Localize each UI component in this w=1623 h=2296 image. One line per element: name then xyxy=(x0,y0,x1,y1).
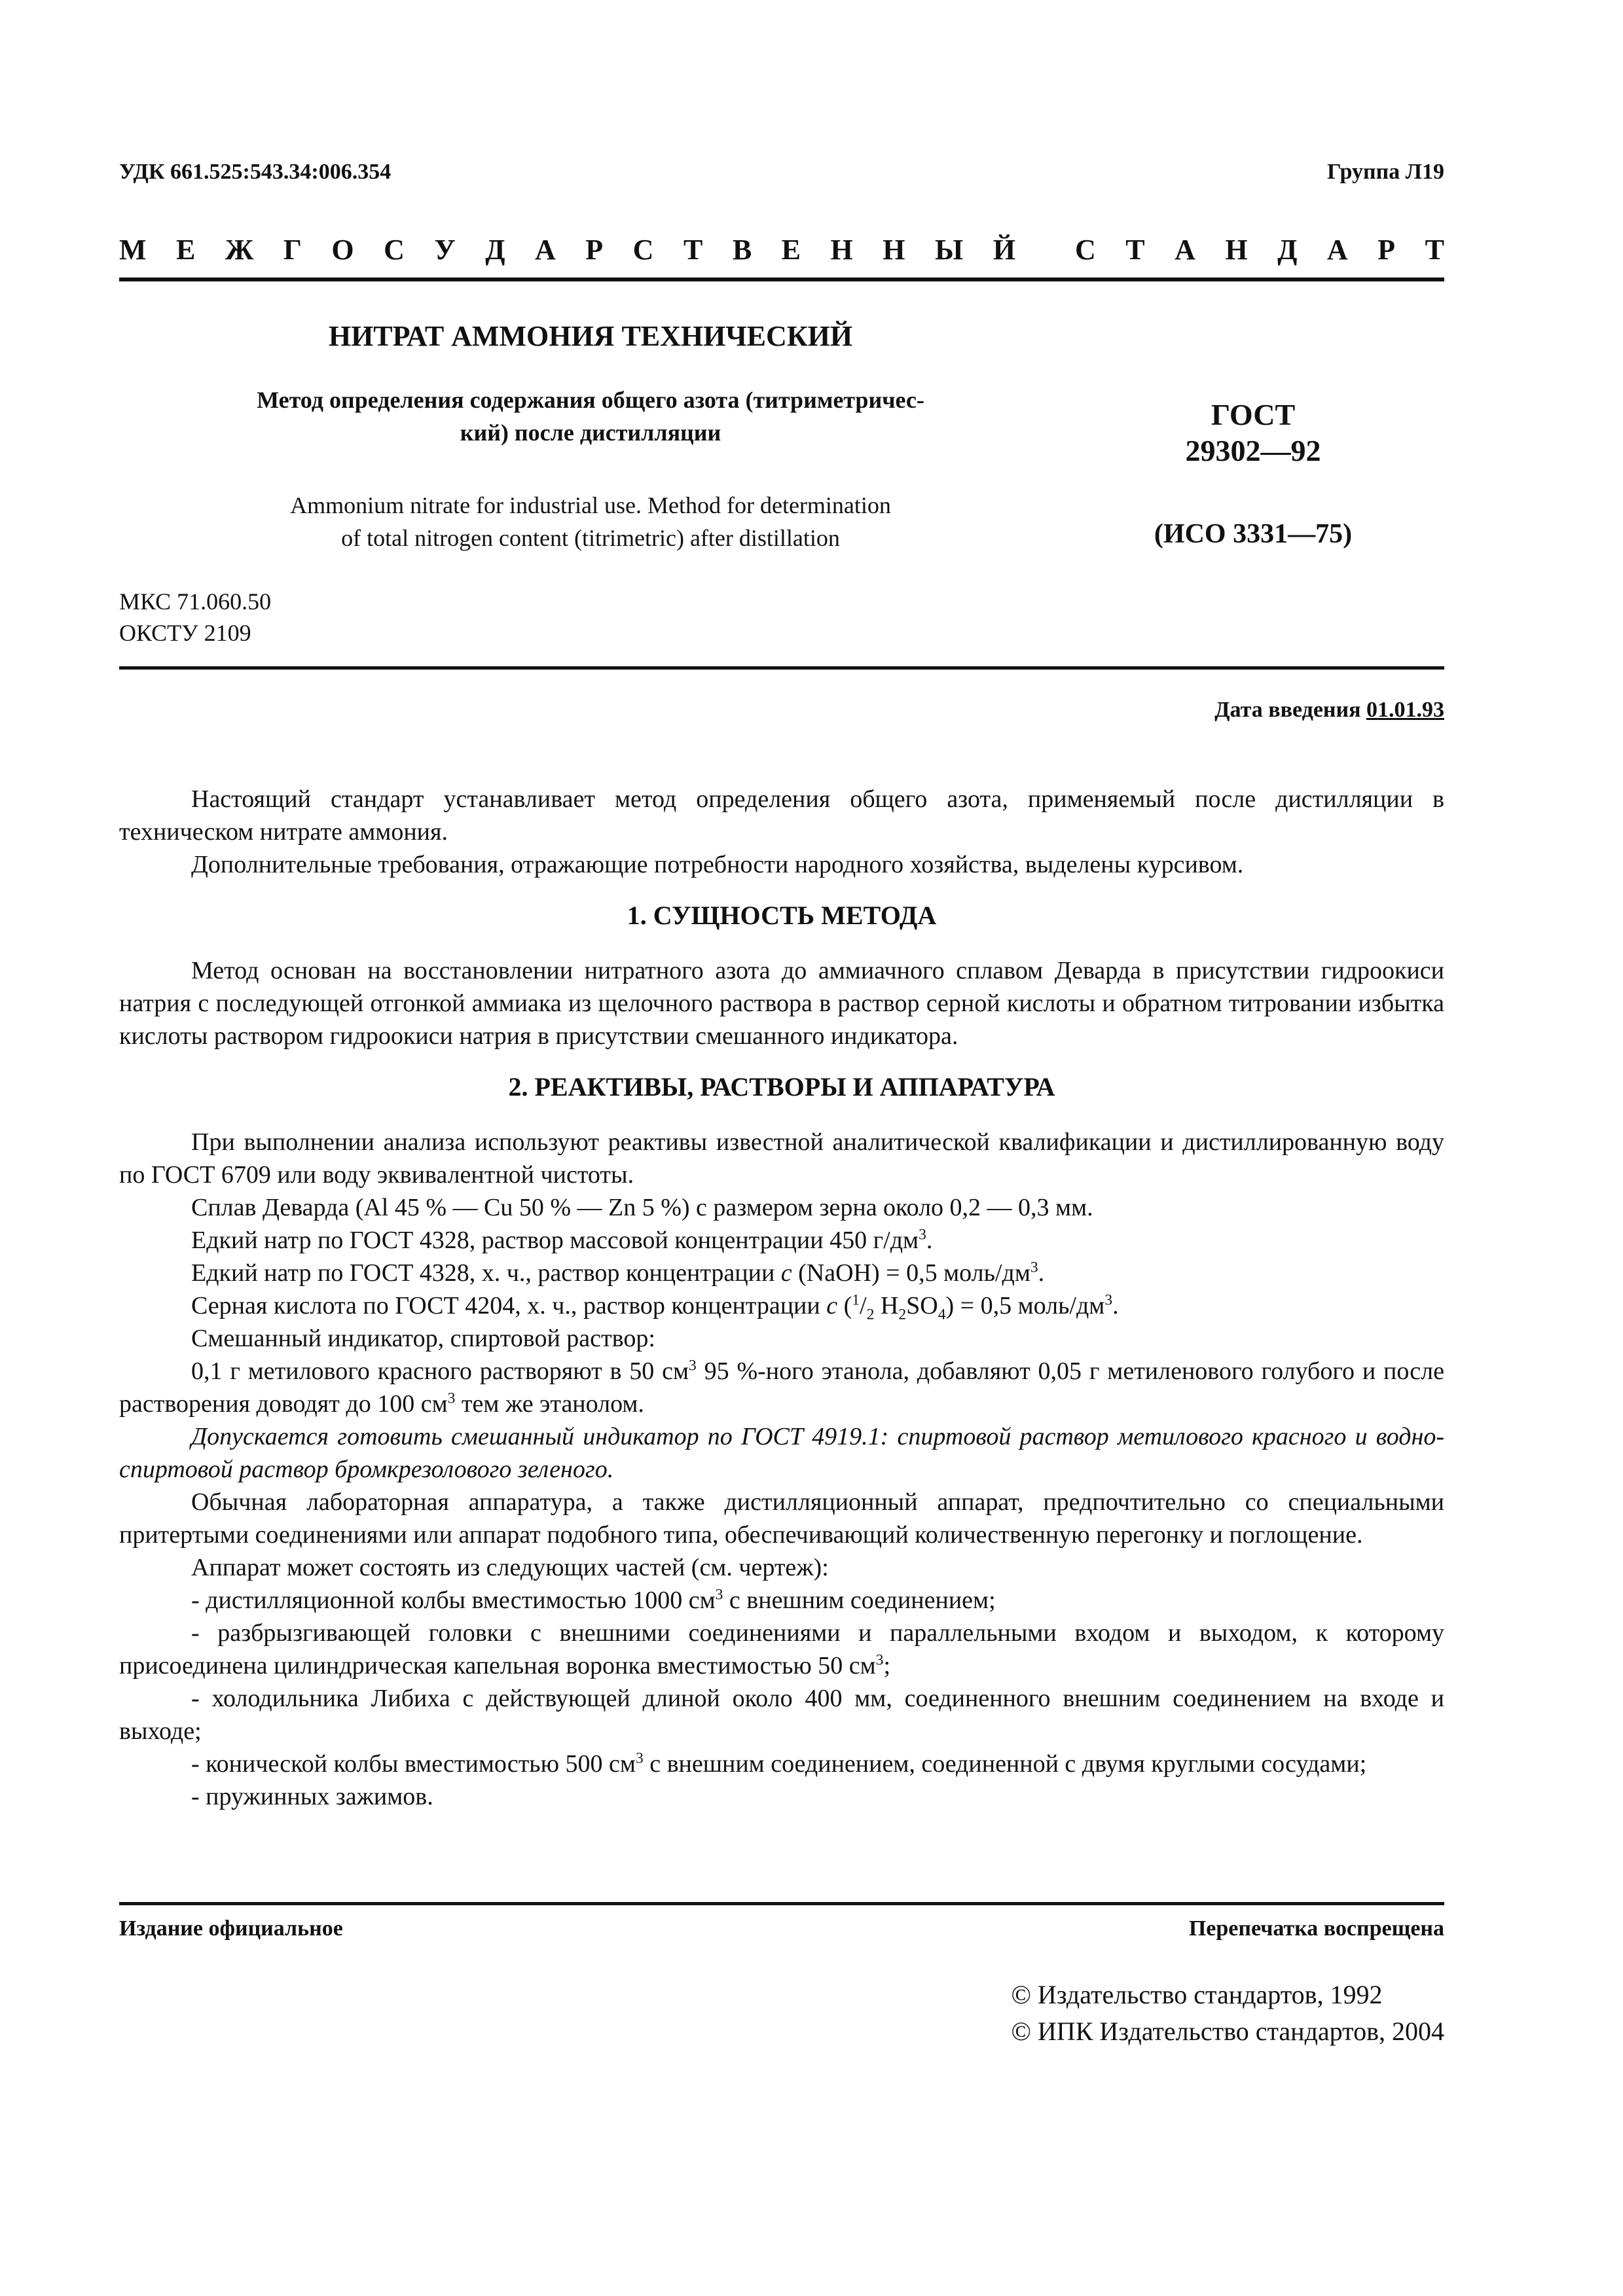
interstate-letter: Т xyxy=(1425,234,1444,266)
interstate-letter: Н xyxy=(883,234,905,266)
apparatus-part-2: - разбрызгивающей головки с внешними соединениями и параллельными входом и выходом, к которому присоединена цилиндрическая капельная воронка вместимостью 50 $см^3$; xyxy=(119,1619,1444,1679)
mixed-indicator: Смешанный индикатор, спиртовой раствор: xyxy=(191,1325,655,1352)
interstate-letter: С xyxy=(384,234,405,266)
reagents-intro: При выполнении анализа используют реактивы известной аналитической квалификации и дистиллированную воду по ГОСТ 6709 или воду эквивалентной чистоты. xyxy=(119,1128,1444,1189)
interstate-letter: Н xyxy=(1225,234,1248,266)
copyright-block xyxy=(1012,1977,1444,2050)
apparatus-parts-intro: Аппарат может состоять из следующих частей (см. чертеж): xyxy=(191,1554,829,1581)
interstate-letter: Ж xyxy=(225,234,254,266)
devarda-alloy: Сплав Деварда (Al 45 % — Cu 50 % — Zn 5 %) с размером зерна около 0,2 — 0,3 мм. xyxy=(191,1194,1093,1221)
gost-number: 29302—92 xyxy=(1185,434,1321,468)
udk-code: УДК 661.525:543.34:006.354 xyxy=(119,160,392,184)
interstate-letter: Р xyxy=(1377,234,1396,266)
laboratory-apparatus: Обычная лабораторная аппаратура, а также дистилляционный аппарат, предпочтительно со специальными притертыми соединениями или аппарат подобного типа, обеспечивающий количественную перегонку и поглощение. xyxy=(119,1488,1444,1549)
intro-note: Дополнительные требования, отражающие потребности народного хозяйства, выделены курсивом. xyxy=(191,851,1244,878)
reprint-prohibited: Перепечатка воспрещена xyxy=(1188,1916,1444,1941)
interstate-standard-heading xyxy=(119,233,1444,266)
apparatus-part-5: - пружинных зажимов. xyxy=(191,1783,433,1810)
subtitle-line-2: кий) после дистилляции xyxy=(460,420,721,446)
official-edition: Издание официальное xyxy=(119,1916,343,1941)
interstate-letter: Е xyxy=(781,234,801,266)
section-2-heading: 2. РЕАКТИВЫ, РАСТВОРЫ И АППАРАТУРА xyxy=(508,1072,1055,1102)
apparatus-part-4: - конической колбы вместимостью 500 $см^3$ с внешним соединением, соединенной с двумя круглыми сосудами; xyxy=(191,1749,1367,1778)
apparatus-part-1: - дистилляционной колбы вместимостью 1000 $см^3$ с внешним соединением; xyxy=(191,1586,996,1614)
interstate-letter: С xyxy=(1074,234,1096,266)
subtitle-line-1: Метод определения содержания общего азота (титриметричес- xyxy=(257,387,924,413)
interstate-letter: М xyxy=(119,234,147,266)
sodium-hydroxide-05: Едкий натр по ГОСТ 4328, х. ч., раствор концентрации c (NaOH) = 0,5 моль/$дм^3$. xyxy=(191,1259,1045,1287)
document-title: НИТРАТ АММОНИЯ ТЕХНИЧЕСКИЙ xyxy=(328,320,853,352)
indicator-preparation: 0,1 г метилового красного растворяют в 50 $см^3$ 95 %-ного этанола, добавляют 0,05 г метиленового голубого и после растворения доводят до 100 $см^3$ тем же этанолом. xyxy=(119,1357,1444,1418)
date-label: Дата введения xyxy=(1214,698,1366,722)
footer-rule xyxy=(119,1902,1444,1905)
sulfuric-acid: Серная кислота по ГОСТ 4204, х. ч., раствор концентрации c ($^1/_2$ $H_2SO_4) = 0,5$ моль/$дм^3$. xyxy=(191,1291,1119,1323)
english-line-1: Ammonium nitrate for industrial use. Method for determination xyxy=(290,492,891,518)
interstate-letter: Д xyxy=(485,234,505,266)
classification-rule xyxy=(119,666,1444,670)
interstate-letter: А xyxy=(1326,234,1348,266)
interstate-letter: С xyxy=(632,234,654,266)
group-code: Группа Л19 xyxy=(1327,160,1444,184)
section-1-text: Метод основан на восстановлении нитратного азота до аммиачного сплавом Деварда в присутствии гидроокиси натрия с последующей отгонкой аммиака из щелочного раствора в раствор серной кислоты и обратном титровании избытка кислоты раствором гидроокиси натрия в присутствии смешанного индикатора. xyxy=(119,957,1444,1050)
date-value: 01.01.93 xyxy=(1366,698,1444,722)
interstate-letter: Й xyxy=(993,234,1015,266)
document-subtitle xyxy=(119,384,1062,450)
copyright-1992: © Издательство стандартов, 1992 xyxy=(1011,1980,1383,2009)
interstate-letter: У xyxy=(434,234,456,266)
copyright-2004: © ИПК Издательство стандартов, 2004 xyxy=(1011,2017,1444,2046)
section-1-heading: 1. СУЩНОСТЬ МЕТОДА xyxy=(627,901,937,930)
document-body xyxy=(119,783,1444,1813)
interstate-letter: В xyxy=(732,234,752,266)
okstu-code: ОКСТУ 2109 xyxy=(119,620,251,647)
apparatus-part-3: - холодильника Либиха с действующей длиной около 400 мм, соединенного внешним соединением на входе и выходе; xyxy=(119,1685,1444,1745)
gost-label: ГОСТ xyxy=(1211,398,1296,431)
interstate-letter: А xyxy=(535,234,556,266)
interstate-letter: О xyxy=(331,234,354,266)
interstate-letter: Н xyxy=(830,234,853,266)
introduction-date xyxy=(1214,698,1444,723)
interstate-letter: А xyxy=(1175,234,1195,266)
interstate-letter: Т xyxy=(683,234,703,266)
sodium-hydroxide-450: Едкий натр по ГОСТ 4328, раствор массовой концентрации 450 $г/дм^3$. xyxy=(191,1226,933,1254)
gost-designation xyxy=(1062,397,1444,469)
interstate-letter: Г xyxy=(283,234,302,266)
document-page xyxy=(119,0,1444,2296)
english-line-2: of total nitrogen content (titrimetric) after distillation xyxy=(341,524,840,551)
classification-codes xyxy=(119,586,271,649)
interstate-letter: Д xyxy=(1277,234,1298,266)
mks-code: МКС 71.060.50 xyxy=(119,588,272,615)
header-rule xyxy=(119,278,1444,281)
iso-reference: (ИСО 3331—75) xyxy=(1154,519,1353,549)
interstate-letter: Т xyxy=(1125,234,1145,266)
indicator-alternative: Допускается готовить смешанный индикатор по ГОСТ 4919.1: спиртовой раствор метилового красного и водно-спиртовой раствор бромкрезолового зеленого. xyxy=(119,1423,1444,1483)
interstate-letter: Ы xyxy=(935,234,964,266)
interstate-letter: Р xyxy=(585,234,604,266)
intro-paragraph: Настоящий стандарт устанавливает метод определения общего азота, применяемый после дистилляции в техническом нитрате аммония. xyxy=(119,785,1444,846)
interstate-letter: Е xyxy=(176,234,196,266)
english-title xyxy=(119,490,1062,554)
